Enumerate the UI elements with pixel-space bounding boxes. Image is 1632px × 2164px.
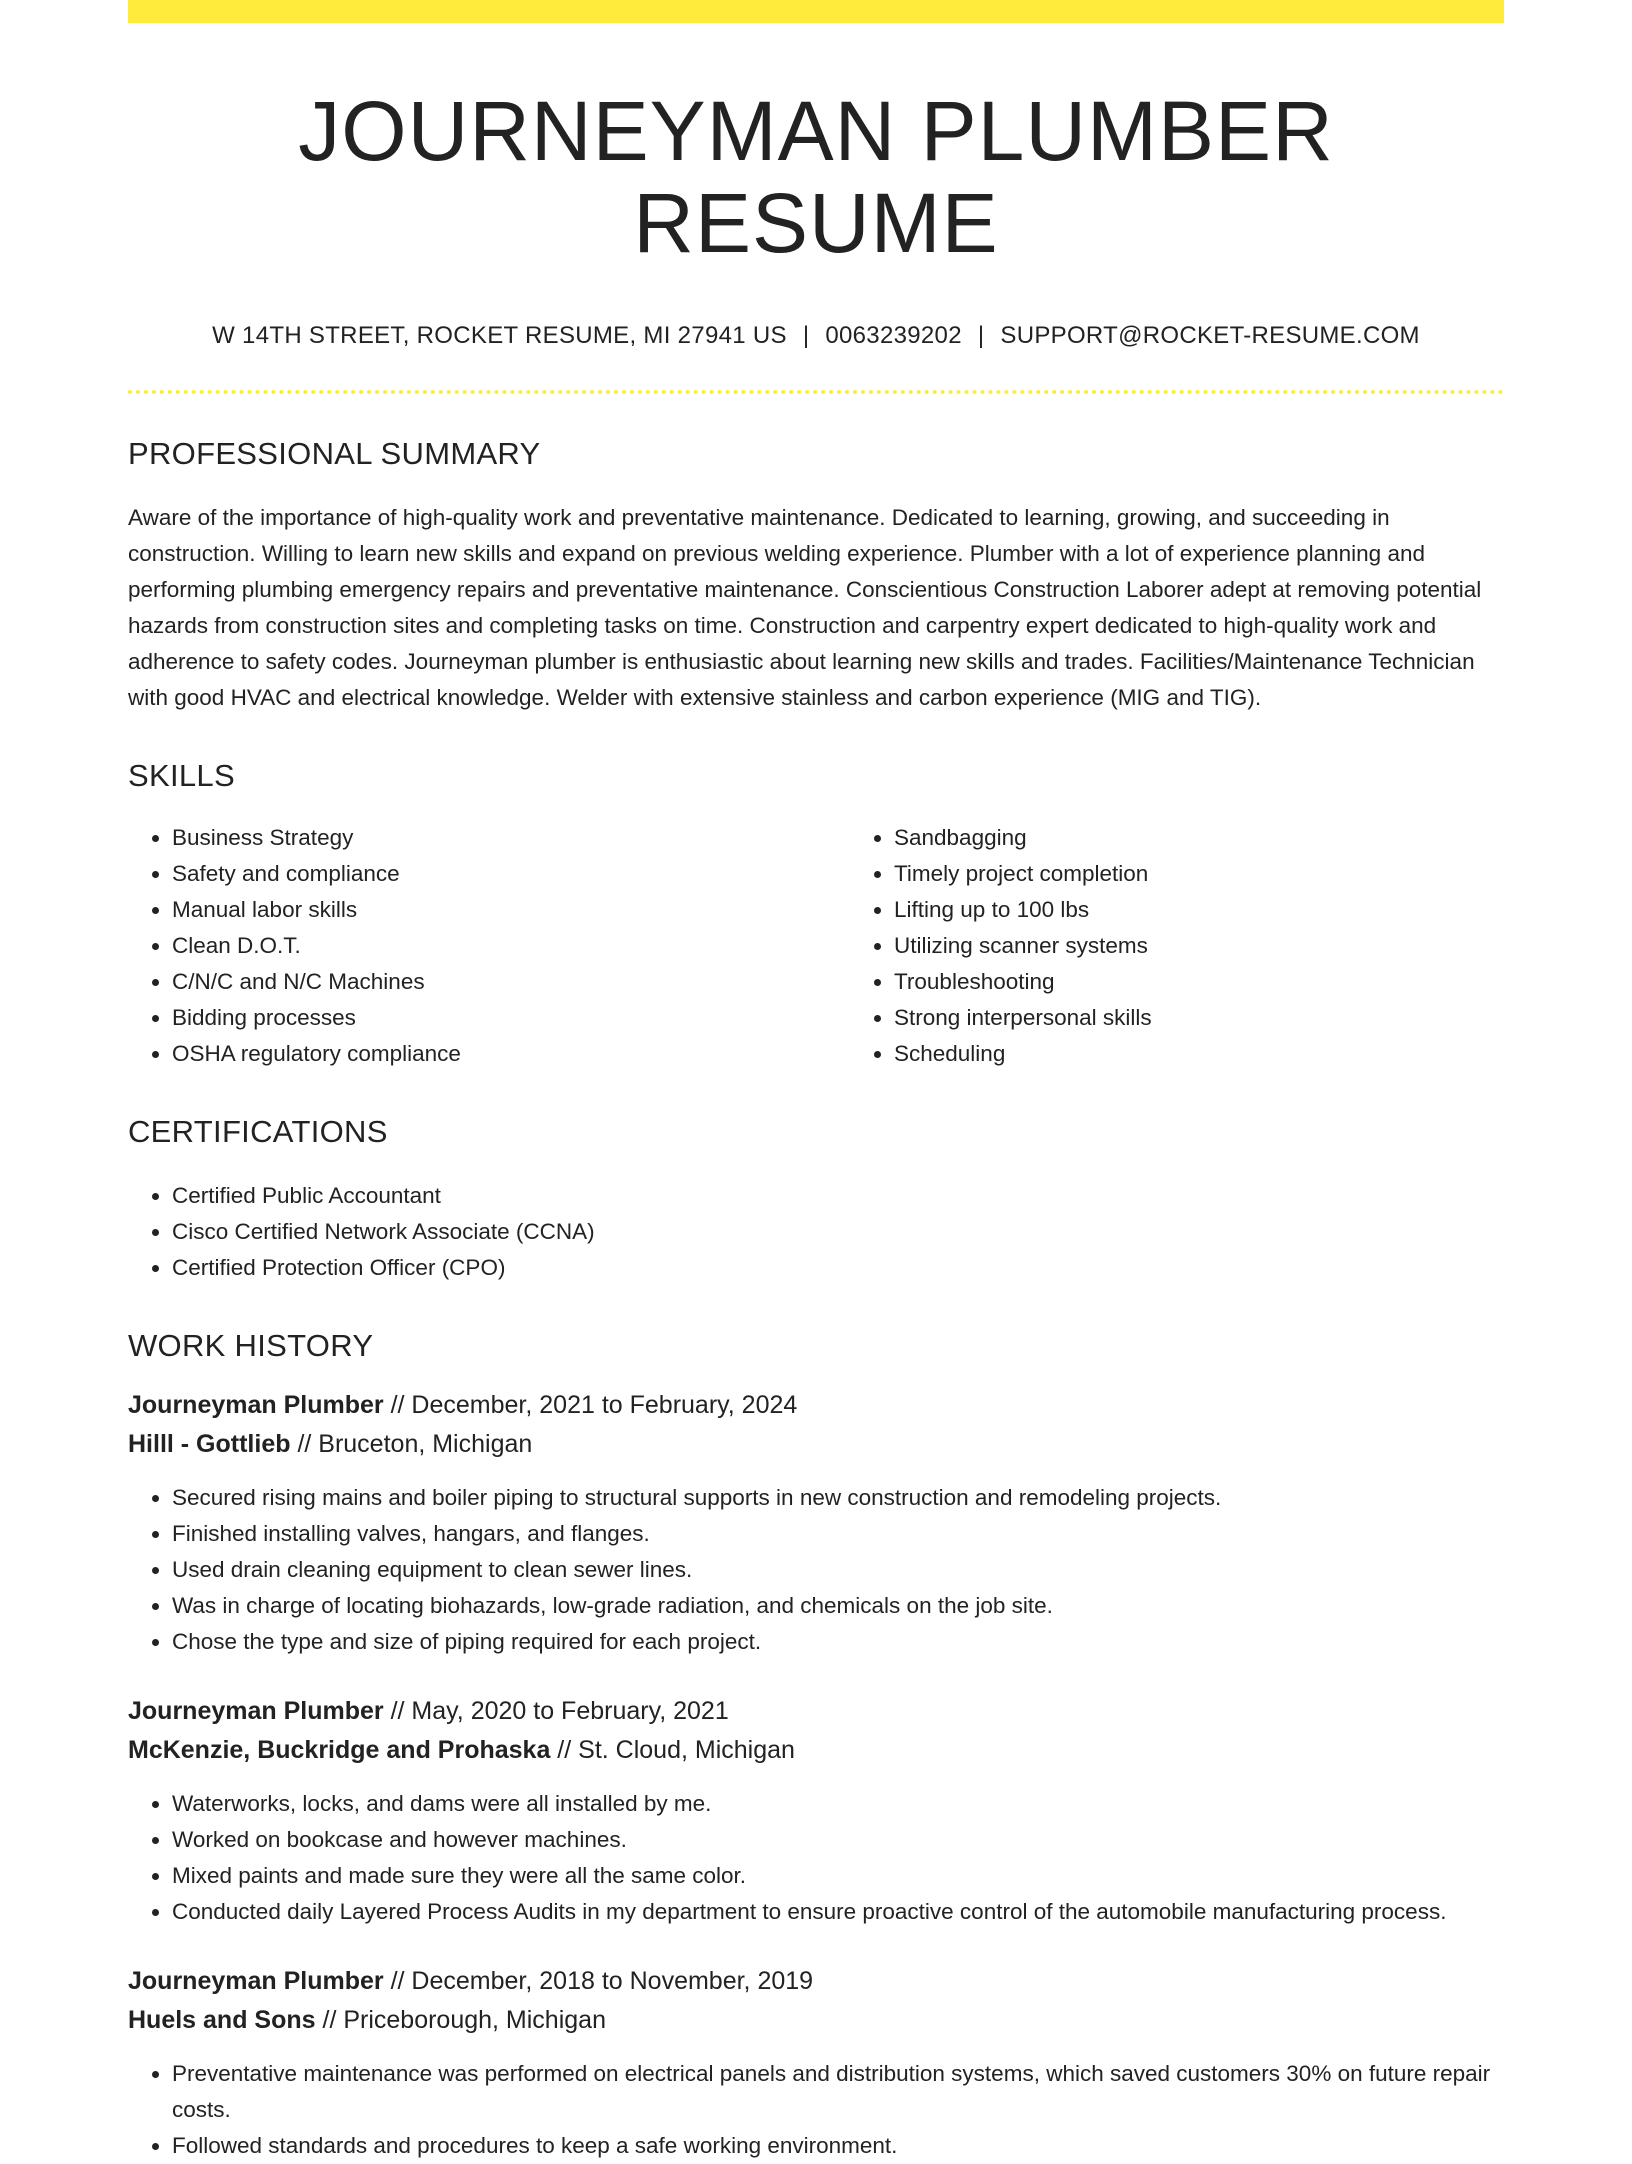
job-role: Journeyman Plumber (128, 1966, 384, 1995)
skills-heading: SKILLS (128, 757, 235, 793)
job-entry (128, 1386, 1504, 1660)
skill-item: • Clean D.O.T. (172, 928, 850, 964)
job-title-line (128, 1692, 1504, 1731)
job-role: Journeyman Plumber (128, 1390, 384, 1419)
job-bullet: • Secured rising mains and boiler piping to structural supports in new construction and remodeling projects. (172, 1480, 1504, 1516)
contact-line (128, 322, 1504, 350)
job-company-line (128, 2001, 1504, 2040)
skill-item: • Scheduling (894, 1036, 1548, 1072)
skills-list-right (850, 820, 1548, 1072)
job-dates: // May, 2020 to February, 2021 (383, 1696, 729, 1725)
resume-title: JOURNEYMAN PLUMBER RESUME (298, 84, 1334, 271)
skill-item: • C/N/C and N/C Machines (172, 964, 850, 1000)
job-bullet: • Used drain cleaning equipment to clean sewer lines. (172, 1552, 1504, 1588)
certification-item: • Certified Protection Officer (CPO) (172, 1250, 1504, 1286)
work-history-heading: WORK HISTORY (128, 1327, 374, 1363)
job-location: // St. Cloud, Michigan (550, 1735, 795, 1764)
job-bullet: • Chose the type and size of piping required for each project. (172, 1624, 1504, 1660)
certifications-list (128, 1178, 1504, 1286)
job-entry (128, 1692, 1504, 1930)
certification-item: • Certified Public Accountant (172, 1178, 1504, 1214)
job-role: Journeyman Plumber (128, 1696, 384, 1725)
job-dates: // December, 2021 to February, 2024 (383, 1390, 798, 1419)
skill-item: • Timely project completion (894, 856, 1548, 892)
job-bullets (128, 2056, 1504, 2164)
job-bullet: • Followed standards and procedures to keep a safe working environment. (172, 2128, 1504, 2164)
certifications-heading: CERTIFICATIONS (128, 1113, 388, 1149)
skill-item: • Manual labor skills (172, 892, 850, 928)
job-bullet: • Conducted daily Layered Process Audits in my department to ensure proactive control of the automobile manufacturing process. (172, 1894, 1504, 1930)
skill-item: • Lifting up to 100 lbs (894, 892, 1548, 928)
contact-address: W 14TH STREET, ROCKET RESUME, MI 27941 US (212, 321, 787, 349)
job-company-line (128, 1731, 1504, 1770)
accent-top-bar (128, 0, 1504, 23)
resume-page (128, 0, 1504, 2164)
job-dates: // December, 2018 to November, 2019 (383, 1966, 814, 1995)
contact-separator: | (802, 321, 810, 349)
job-bullet: • Waterworks, locks, and dams were all installed by me. (172, 1786, 1504, 1822)
skills-list-left (128, 820, 850, 1072)
skill-item: • OSHA regulatory compliance (172, 1036, 850, 1072)
job-company: McKenzie, Buckridge and Prohaska (128, 1735, 551, 1764)
skill-item: • Troubleshooting (894, 964, 1548, 1000)
job-entry (128, 1962, 1504, 2164)
skill-item: • Strong interpersonal skills (894, 1000, 1548, 1036)
skill-item: • Safety and compliance (172, 856, 850, 892)
skill-item: • Bidding processes (172, 1000, 850, 1036)
job-company-line (128, 1425, 1504, 1464)
skill-item: • Utilizing scanner systems (894, 928, 1548, 964)
job-bullets (128, 1480, 1504, 1660)
contact-separator: | (977, 321, 985, 349)
skill-item: • Business Strategy (172, 820, 850, 856)
job-bullet: • Worked on bookcase and however machines. (172, 1822, 1504, 1858)
job-bullets (128, 1786, 1504, 1930)
job-company: Huels and Sons (128, 2005, 316, 2034)
job-title-line (128, 1386, 1504, 1425)
certification-item: • Cisco Certified Network Associate (CCNA) (172, 1214, 1504, 1250)
job-location: // Bruceton, Michigan (290, 1429, 533, 1458)
job-bullet: • Preventative maintenance was performed on electrical panels and distribution systems, which saved customers 30% on future repair costs. (172, 2056, 1504, 2128)
job-bullet: • Was in charge of locating biohazards, low-grade radiation, and chemicals on the job site. (172, 1588, 1504, 1624)
job-company: Hilll - Gottlieb (128, 1429, 291, 1458)
skill-item: • Sandbagging (894, 820, 1548, 856)
job-bullet: • Finished installing valves, hangars, and flanges. (172, 1516, 1504, 1552)
job-bullet: • Mixed paints and made sure they were all the same color. (172, 1858, 1504, 1894)
job-title-line (128, 1962, 1504, 2001)
dotted-divider (128, 390, 1504, 394)
summary-heading: PROFESSIONAL SUMMARY (128, 435, 541, 471)
job-location: // Priceborough, Michigan (315, 2005, 606, 2034)
summary-text: Aware of the importance of high-quality work and preventative maintenance. Dedicated to learning, growing, and succeeding in construction. Willing to learn new skills and expand on previous welding experience. Plumber with a lot of experience planning and performing plumbing emergency repairs and preventative maintenance. Conscientious Construction Laborer adept at removing potential hazards from construction sites and completing tasks on time. Construction and carpentry expert dedicated to high-quality work and adherence to safety codes. Journeyman plumber is enthusiastic about learning new skills and trades. Facilities/Maintenance Technician with good HVAC and electrical knowledge. Welder with extensive stainless and carbon experience (MIG and TIG). (128, 504, 1482, 710)
contact-phone: 0063239202 (825, 321, 962, 349)
contact-email: SUPPORT@ROCKET-RESUME.COM (1000, 321, 1420, 349)
skills-columns (128, 820, 1504, 1072)
